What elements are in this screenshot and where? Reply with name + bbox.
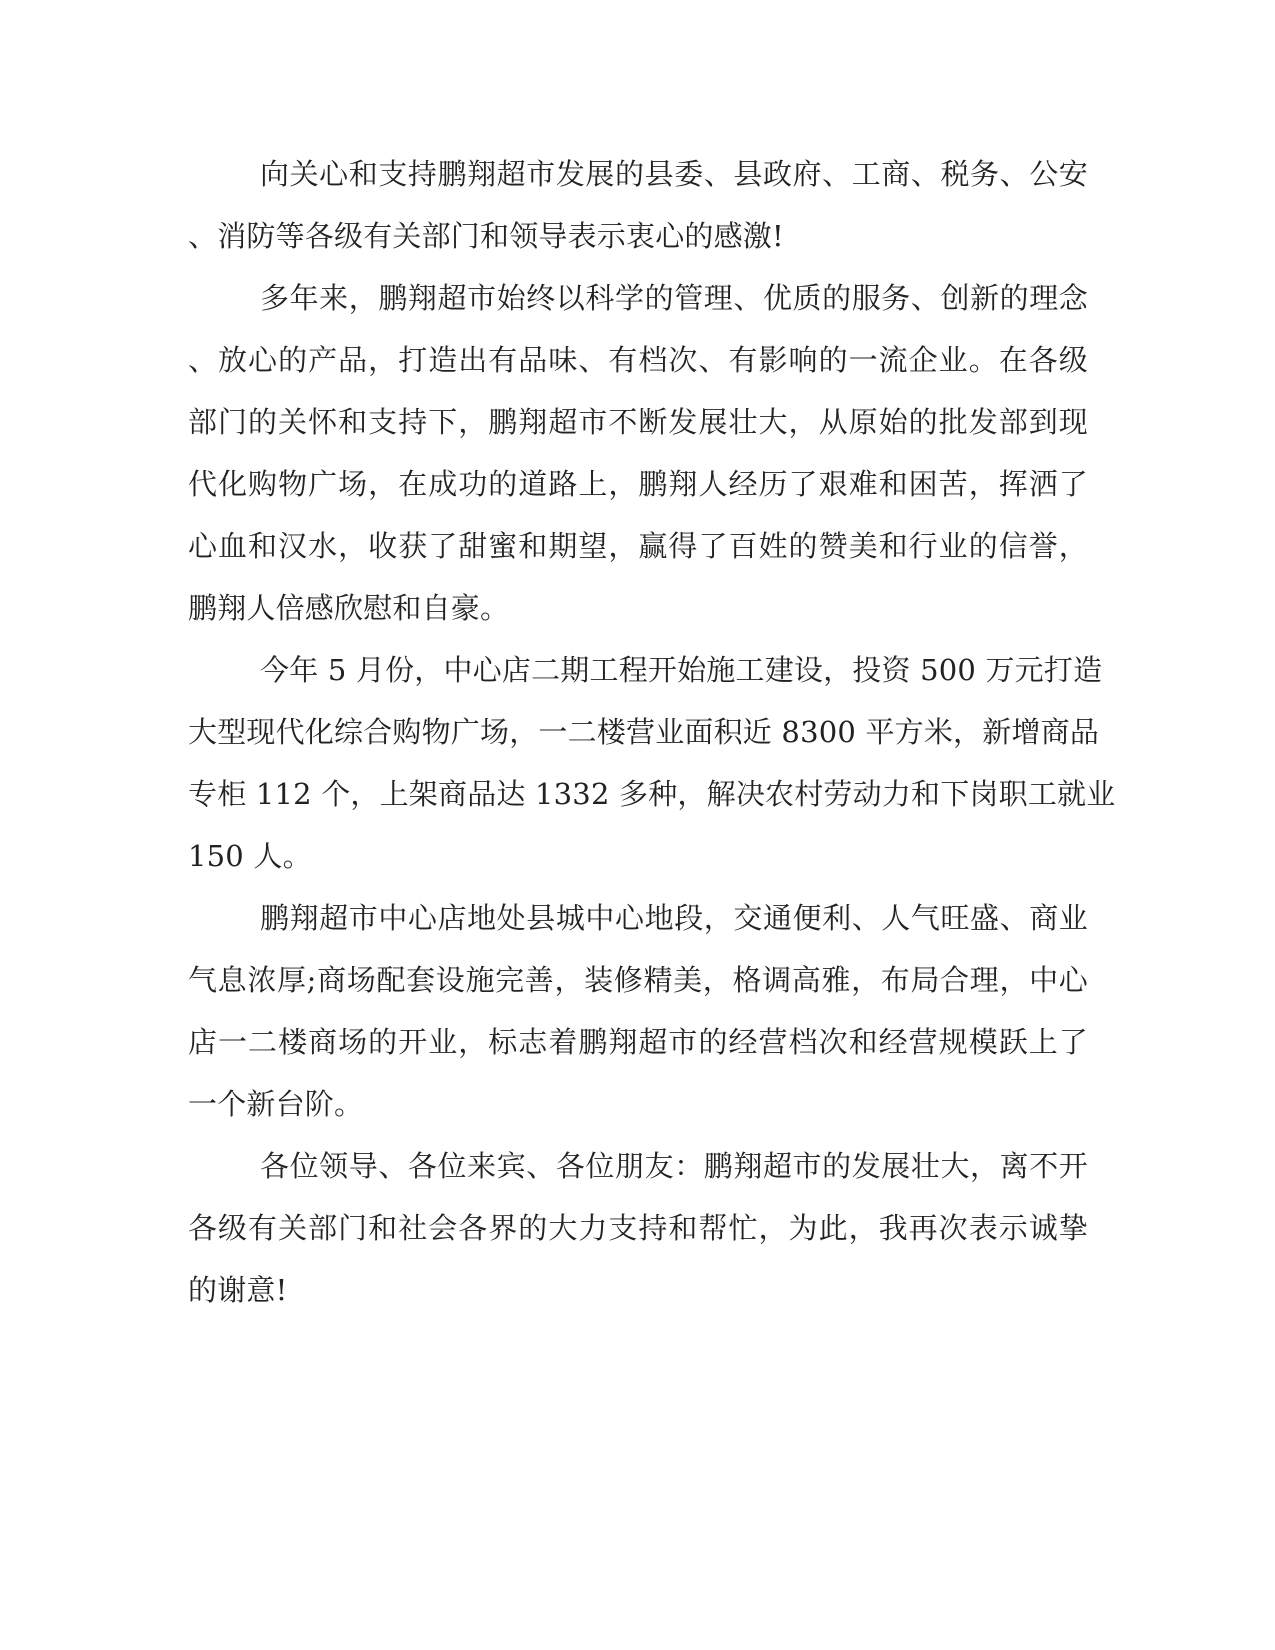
paragraph-line: 鹏翔超市中心店地处县城中心地段，交通便利、人气旺盛、商业 [260, 901, 1088, 935]
paragraph-1 [188, 157, 1088, 284]
paragraph-5 [188, 1149, 1088, 1338]
paragraph-line: 多年来，鹏翔超市始终以科学的管理、优质的服务、创新的理念 [260, 281, 1088, 315]
paragraph-line: 鹏翔人倍感欣慰和自豪。 [188, 591, 510, 625]
paragraph-3 [188, 653, 1116, 904]
paragraph-line: 的谢意! [188, 1273, 288, 1307]
paragraph-line: 专柜 112 个，上架商品达 1332 多种，解决农村劳动力和下岗职工就业 [188, 777, 1116, 811]
paragraph-line: 一个新台阶。 [188, 1087, 364, 1121]
paragraph-line: 150 人。 [188, 839, 312, 873]
paragraph-line: 、放心的产品，打造出有品味、有档次、有影响的一流企业。在各级 [188, 343, 1088, 377]
paragraph-line: 向关心和支持鹏翔超市发展的县委、县政府、工商、税务、公安 [260, 157, 1088, 191]
paragraph-line: 部门的关怀和支持下，鹏翔超市不断发展壮大，从原始的批发部到现 [188, 405, 1088, 439]
paragraph-line: 各位领导、各位来宾、各位朋友：鹏翔超市的发展壮大，离不开 [260, 1149, 1088, 1183]
paragraph-4 [188, 901, 1088, 1152]
paragraph-line: 、消防等各级有关部门和领导表示衷心的感激! [188, 219, 784, 253]
paragraph-line: 今年 5 月份，中心店二期工程开始施工建设，投资 500 万元打造 [260, 653, 1103, 687]
paragraph-line: 代化购物广场，在成功的道路上，鹏翔人经历了艰难和困苦，挥洒了 [188, 467, 1088, 501]
paragraph-line: 各级有关部门和社会各界的大力支持和帮忙，为此，我再次表示诚挚 [188, 1211, 1088, 1245]
paragraph-line: 气息浓厚;商场配套设施完善，装修精美，格调高雅，布局合理，中心 [188, 963, 1088, 997]
paragraph-2 [188, 281, 1088, 656]
document-body [188, 157, 1116, 1338]
paragraph-line: 大型现代化综合购物广场，一二楼营业面积近 8300 平方米，新增商品 [188, 715, 1100, 749]
paragraph-line: 心血和汉水，收获了甜蜜和期望，赢得了百姓的赞美和行业的信誉， [188, 529, 1088, 563]
paragraph-line: 店一二楼商场的开业，标志着鹏翔超市的经营档次和经营规模跃上了 [188, 1025, 1088, 1059]
